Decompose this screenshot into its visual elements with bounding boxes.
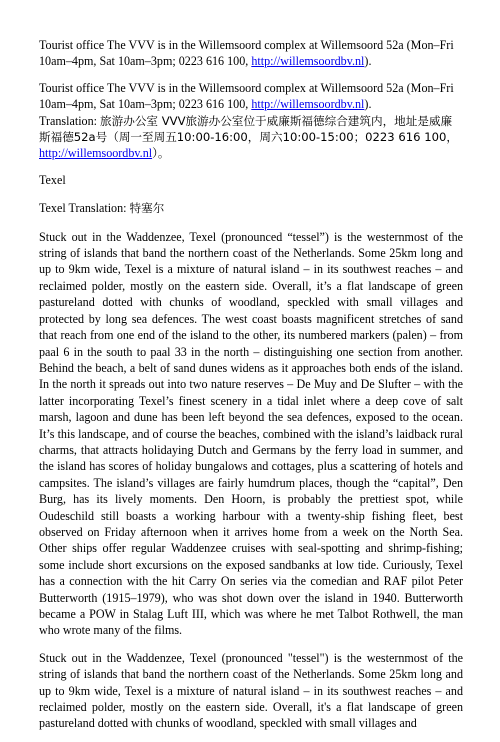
- translation-link[interactable]: http://willemsoordbv.nl: [39, 146, 153, 161]
- tourist-office-text: Tourist office The VVV is in the Willemsoord complex at Willemsoord 52a (Mon–Fri 10am–4pm, Sat 10am–3pm; 0223 616 100,: [39, 38, 454, 69]
- document-page: [39, 37, 463, 742]
- tourist-office-paragraph: [39, 37, 463, 70]
- website-link[interactable]: http://willemsoordbv.nl: [251, 54, 365, 69]
- tourist-office-suffix: ).: [364, 54, 372, 69]
- translation-text: 旅游办公室 VVV旅游办公室位于威廉斯福德综合建筑内，地址是威廉斯福德52a号（周一至周五10:00-16:00，周六10:00-15:00；0223 616 100，: [39, 113, 458, 145]
- heading-translation-text: 特塞尔: [129, 201, 165, 216]
- translation-label: Translation:: [39, 113, 101, 128]
- tourist-office-suffix-2: ).: [364, 97, 372, 112]
- body-paragraph-2: Stuck out in the Waddenzee, Texel (pronounced "tessel") is the westernmost of the string of islands that band the northern coast of the Netherlands. Some 25km long and up to 9km wide, Texel is a mixture of natural island – in its southwest reaches – and reclaimed polder, mostly on the eastern side. Overall, it's a flat landscape of green pastureland dotted with chunks of woodland, speckled with small villages and: [39, 650, 463, 731]
- tourist-office-text-2: Tourist office The VVV is in the Willemsoord complex at Willemsoord 52a (Mon–Fri 10am–4pm, Sat 10am–3pm; 0223 616 100,: [39, 80, 454, 112]
- body-paragraph-1: Stuck out in the Waddenzee, Texel (pronounced “tessel”) is the westernmost of the string of islands that band the northern coast of the Netherlands. Some 25km long and up to 9km wide, Texel is a mixture of natural island – in its southwest reaches – and reclaimed polder, mostly on the eastern side. Overall, it’s a flat landscape of green pastureland dotted with chunks of woodland, speckled with small villages and protected by long sea defences. The west coast boasts magnificent stretches of sand that reach from one end of the island to the other, its numbered markers (palen) – from paal 6 in the south to paal 33 in the north – distinguishing one section from another. Behind the beach, a belt of sand dunes widens as it approaches both ends of the island. In the north it spreads out into two nature reserves – De Muy and De Slufter – with the latter incorporating Texel’s finest scenery in a tidal inlet where a deep cove of salt marsh, lagoon and dune has been left beyond the sea defences, exposed to the ocean. It’s this landscape, and of course the beaches, combined with the island’s laidback rural charms, that attracts holidaying Dutch and Germans by the ferry load in summer, and the island has scores of holiday bungalows and cottages, plus a scattering of hotels and campsites. The island’s villages are fairly humdrum places, though the “capital”, Den Burg, has its lively moments. Den Hoorn, is probably the prettiest spot, while Oudeschild still boasts a working harbour with a twenty-ship fishing fleet, best observed on Friday afternoon when it arrives home from a week on the North Sea. Other ships offer regular Waddenzee cruises with seal-spotting and shrimp-fishing; some include short excursions on the exposed sandbanks at low tide. Curiously, Texel has a connection with the hit Carry On series via the comedian and RAF pilot Peter Butterworth (1915–1979), who was shot down over the island in 1940. Butterworth became a POW in Stalag Luft III, which was where he met Talbot Rothwell, the man who wrote many of the films.: [39, 229, 463, 638]
- tourist-office-translated-paragraph: [39, 80, 463, 162]
- heading-translation: [39, 200, 463, 216]
- translation-suffix: ）。: [152, 146, 170, 161]
- website-link-2[interactable]: http://willemsoordbv.nl: [251, 97, 365, 112]
- heading-translation-label: Texel Translation:: [39, 201, 130, 216]
- section-heading: Texel: [39, 172, 66, 187]
